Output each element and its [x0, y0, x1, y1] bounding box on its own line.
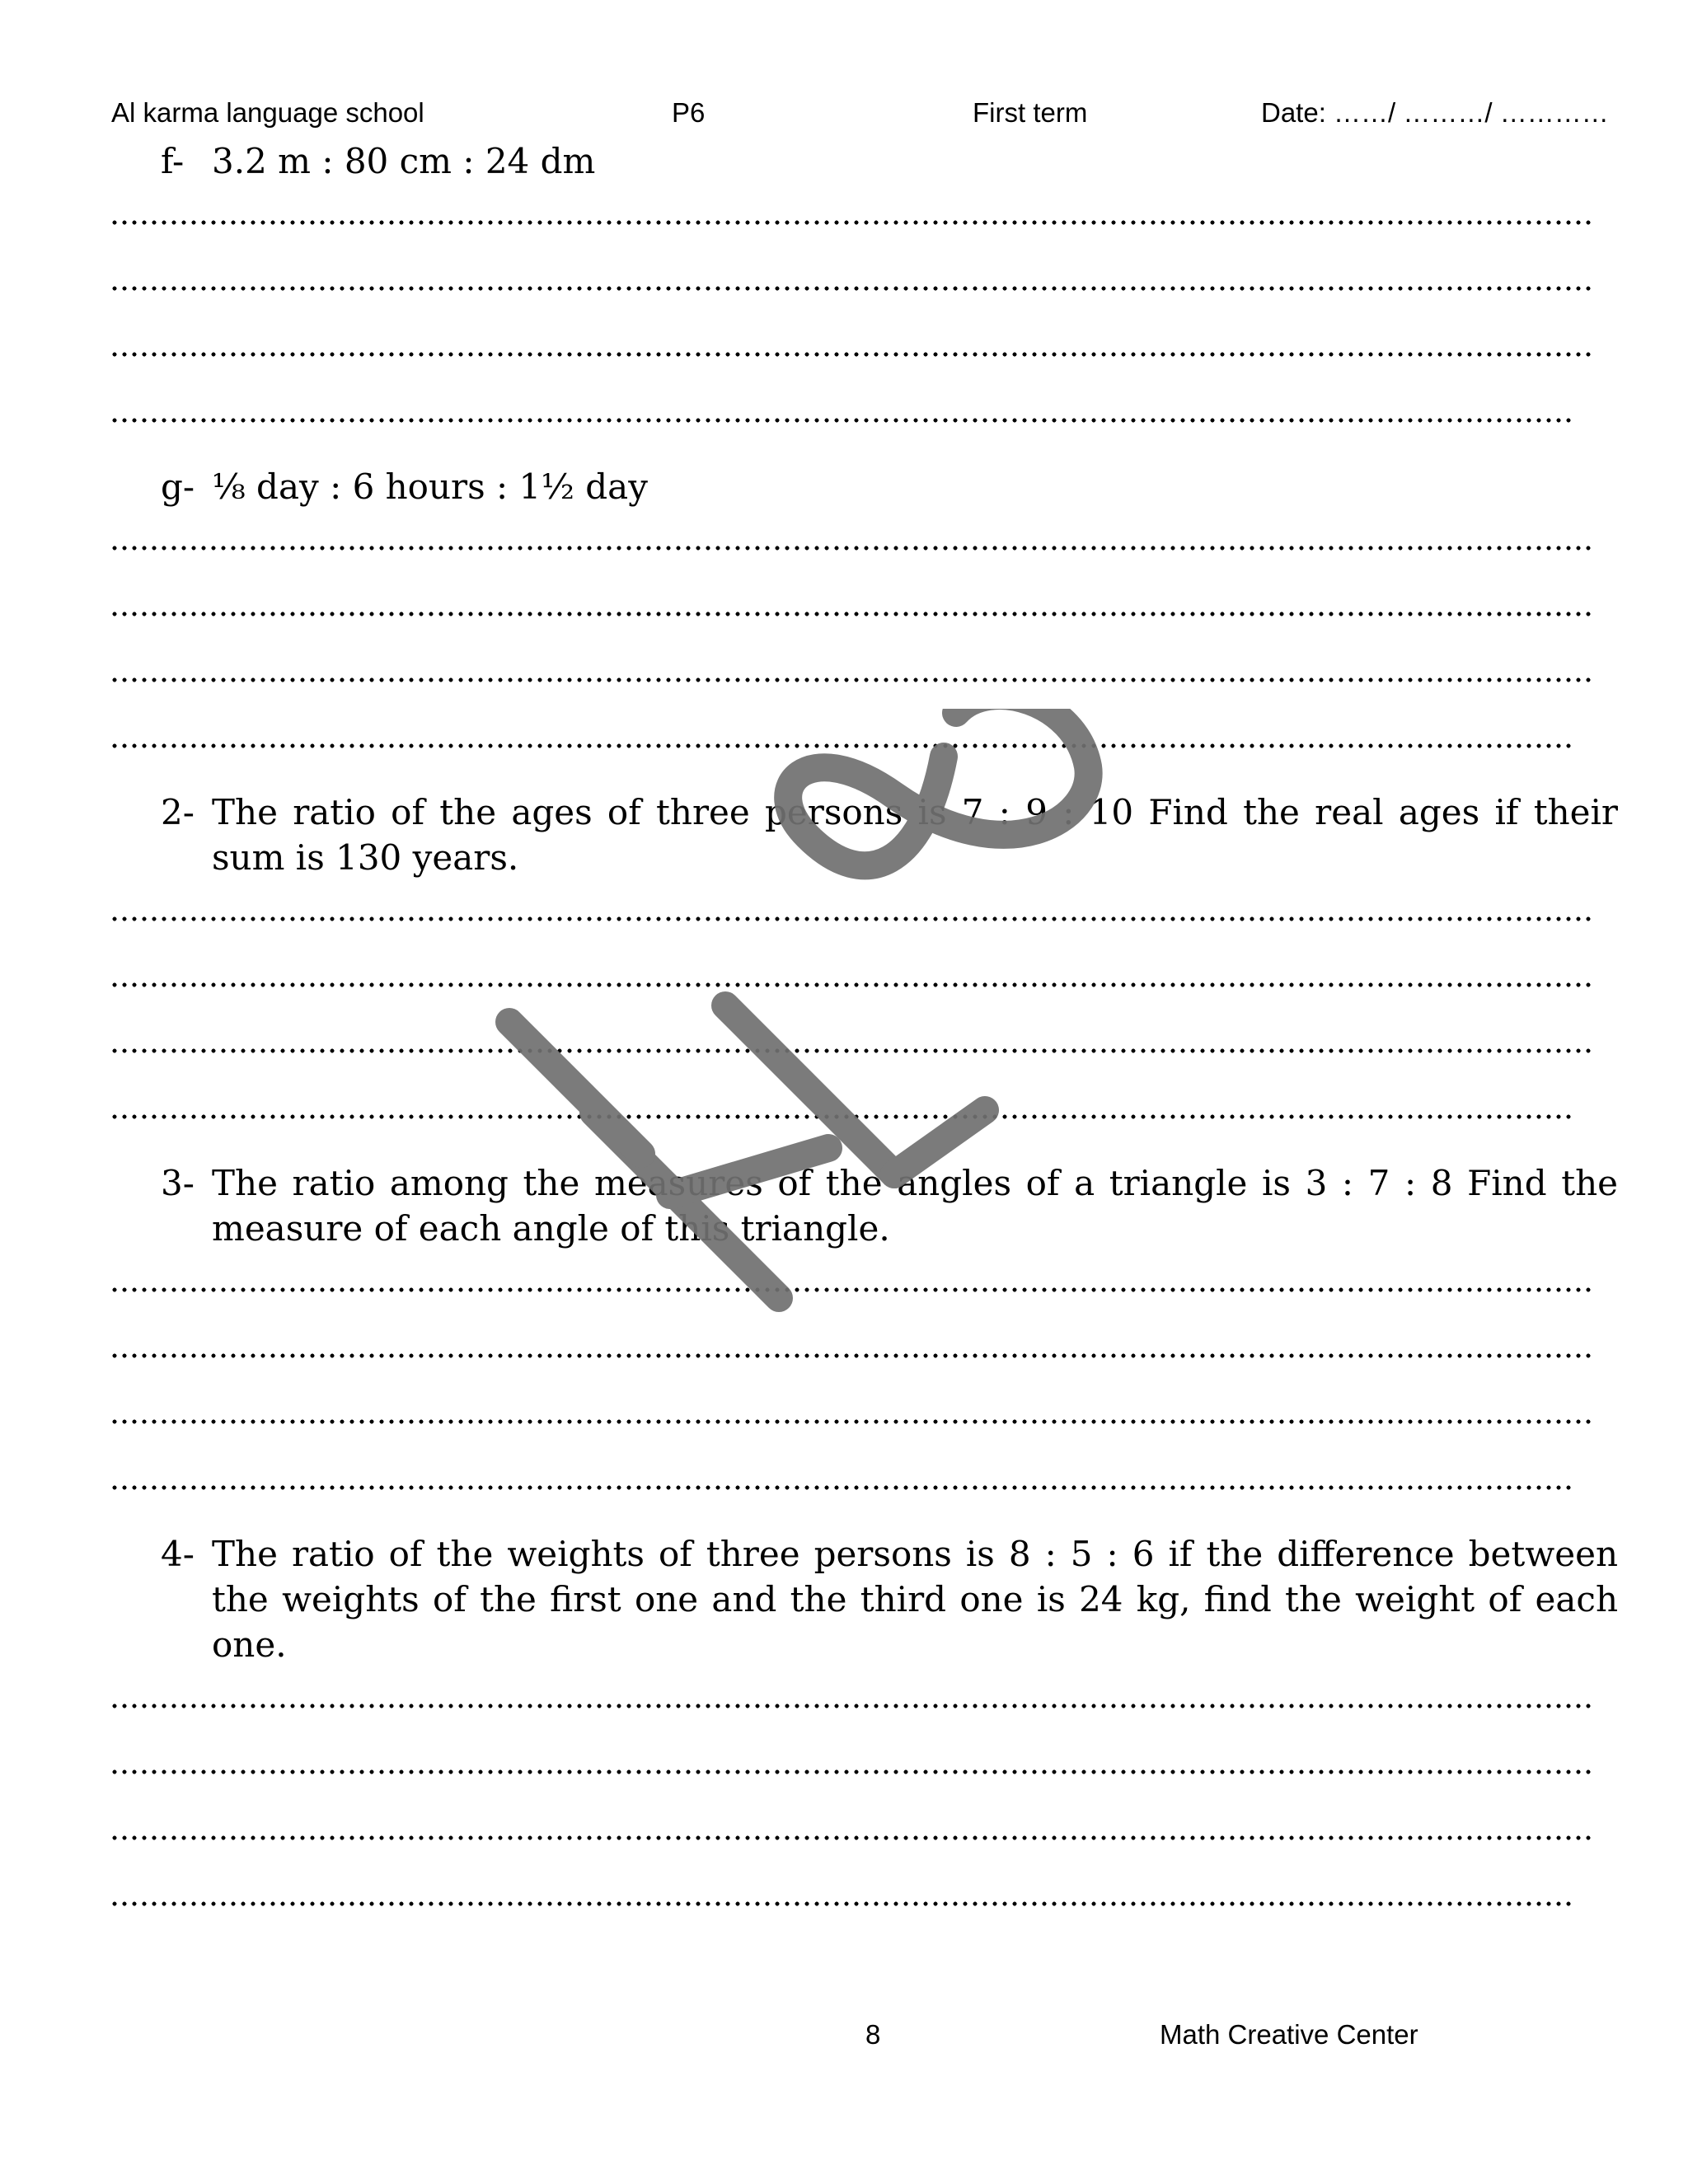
- question-label: g-: [161, 466, 195, 507]
- answer-line[interactable]: [110, 508, 1593, 574]
- page-number: 8: [865, 2019, 881, 2050]
- answer-line[interactable]: [110, 705, 1593, 771]
- question-text: ⅛ day : 6 hours : 1½ day: [212, 466, 648, 507]
- footer-center-name: Math Creative Center: [1160, 2019, 1418, 2050]
- answer-line[interactable]: [110, 1797, 1593, 1863]
- question-2: [110, 790, 1618, 1142]
- answer-line[interactable]: [110, 879, 1593, 944]
- question-3: [110, 1160, 1618, 1513]
- answer-line[interactable]: [110, 1732, 1593, 1797]
- answer-line[interactable]: [110, 380, 1593, 446]
- question-text: 3.2 m : 80 cm : 24 dm: [212, 141, 596, 181]
- question-4: [110, 1531, 1618, 1929]
- question-f: [110, 138, 1618, 446]
- answer-line[interactable]: [110, 1315, 1593, 1381]
- answer-line[interactable]: [110, 182, 1593, 248]
- answer-line[interactable]: [110, 1447, 1593, 1513]
- answer-area: [110, 182, 1618, 446]
- answer-line[interactable]: [110, 1381, 1593, 1447]
- answer-area: [110, 1666, 1618, 1929]
- answer-area: [110, 508, 1618, 771]
- answer-area: [110, 1249, 1618, 1513]
- question-g: [110, 464, 1618, 771]
- question-label: 4-: [161, 1534, 195, 1574]
- worksheet-content: [110, 138, 1618, 1929]
- answer-line[interactable]: [110, 574, 1593, 640]
- answer-line[interactable]: [110, 1863, 1593, 1929]
- term-label: First term: [973, 97, 1088, 128]
- question-label: 3-: [161, 1163, 195, 1203]
- question-text: The ratio of the weights of three persons is 8 : 5 : 6 if the difference between the weights of the first one and the third one is 24 kg, find the weight of each one.: [212, 1534, 1618, 1665]
- date-label: Date: ……/ ………/ …………: [1261, 97, 1609, 128]
- answer-line[interactable]: [110, 944, 1593, 1010]
- answer-area: [110, 879, 1618, 1142]
- grade-label: P6: [672, 97, 706, 128]
- answer-line[interactable]: [110, 640, 1593, 705]
- answer-line[interactable]: [110, 1076, 1593, 1142]
- answer-line[interactable]: [110, 1666, 1593, 1732]
- page-header: [111, 97, 1609, 138]
- question-text: The ratio among the measures of the angles of a triangle is 3 : 7 : 8 Find the measure of each angle of this triangle.: [212, 1163, 1618, 1249]
- question-text: The ratio of the ages of three persons is 7 : 9 : 10 Find the real ages if their sum is 130 years.: [212, 792, 1618, 878]
- answer-line[interactable]: [110, 1249, 1593, 1315]
- answer-line[interactable]: [110, 314, 1593, 380]
- question-label: f-: [161, 141, 185, 181]
- answer-line[interactable]: [110, 248, 1593, 314]
- answer-line[interactable]: [110, 1010, 1593, 1076]
- question-label: 2-: [161, 792, 195, 832]
- school-name: Al karma language school: [111, 97, 424, 128]
